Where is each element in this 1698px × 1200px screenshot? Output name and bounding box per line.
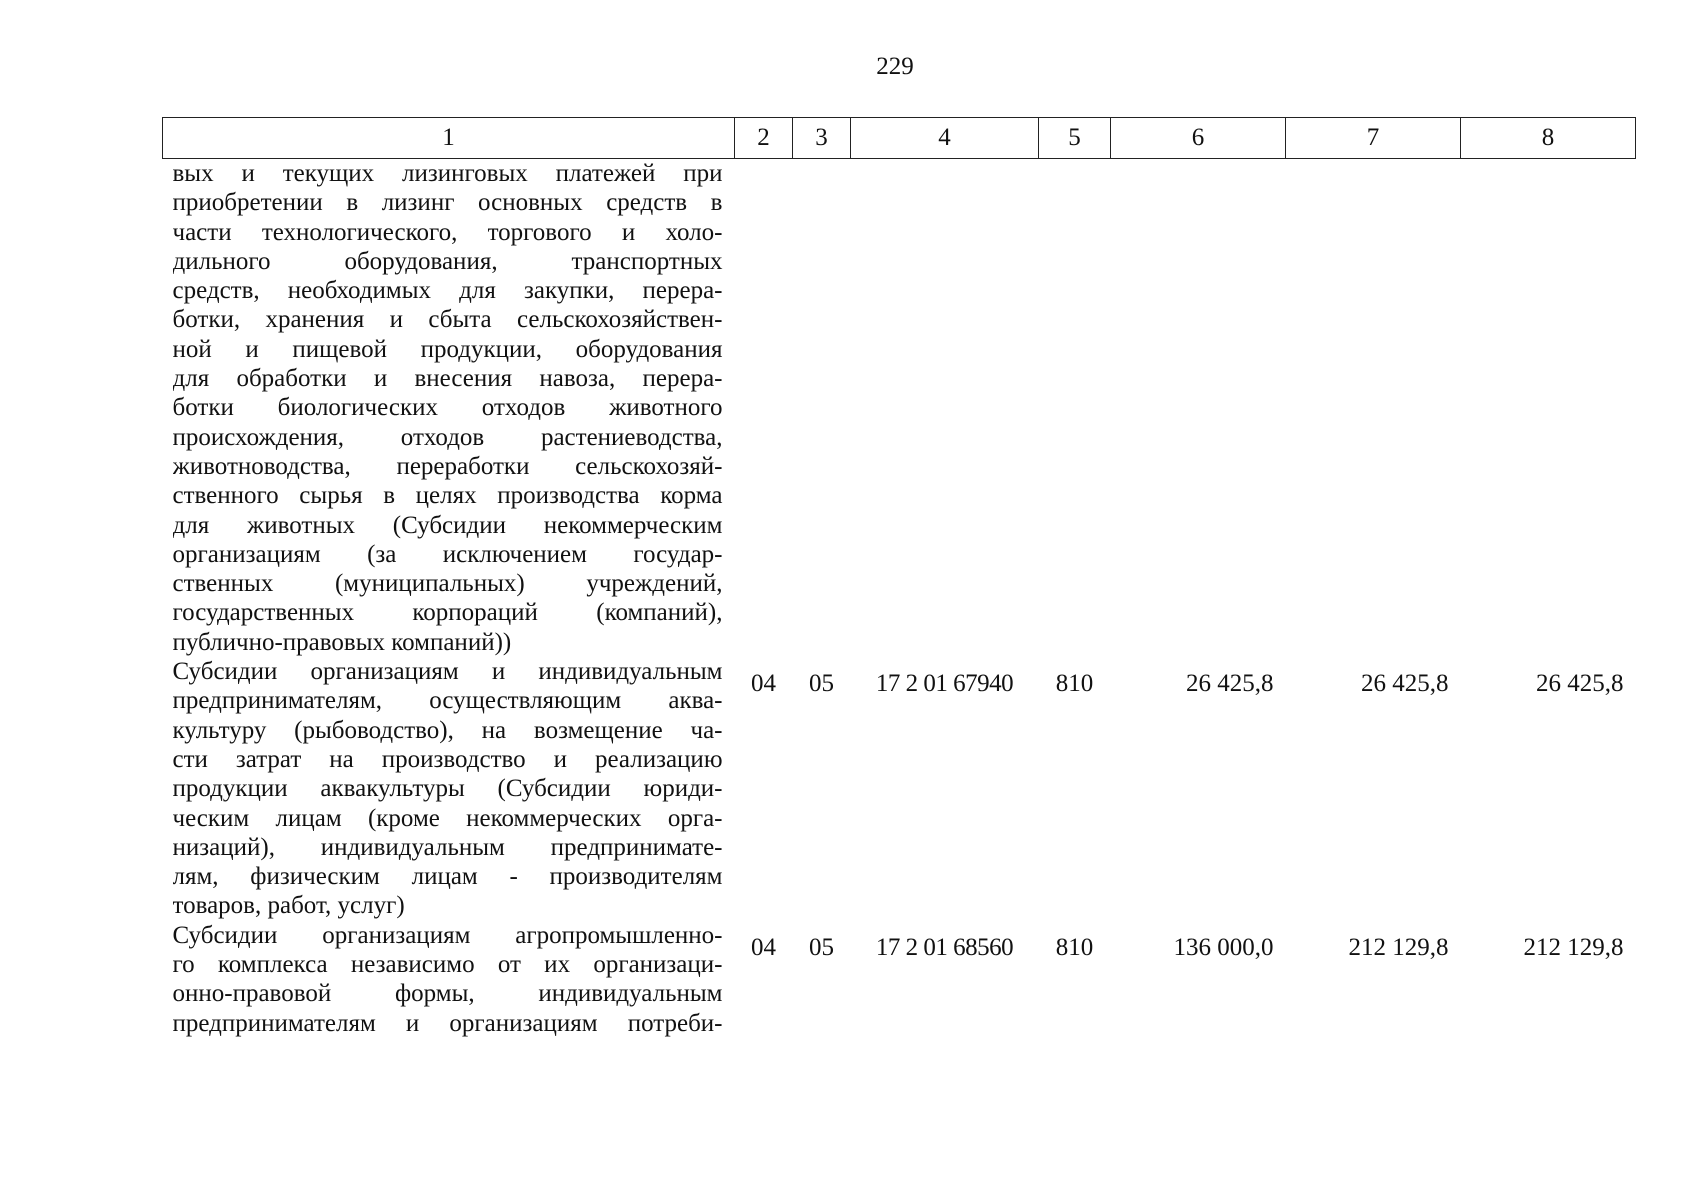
cell-expense-type: 810 [1055, 670, 1094, 698]
cell-target-article [851, 159, 1039, 658]
description-line: государственных корпораций (компаний), [172, 599, 723, 627]
column-header-2: 2 [735, 118, 793, 159]
row-description [163, 657, 735, 921]
description-line: лям, физическим лицам - производителям [172, 863, 723, 891]
description-line: ной и пищевой продукции, оборудования [172, 335, 723, 363]
cell-amount-col6: 136 000,0 [1173, 933, 1274, 961]
description-line: происхождения, отходов растениеводства, [172, 423, 723, 451]
cell-amount-col6: 26 425,8 [1186, 670, 1274, 698]
column-header-3: 3 [793, 118, 851, 159]
description-line: ственного сырья в целях производства корма [172, 482, 723, 510]
description-line: животноводства, переработки сельскохозяй- [172, 452, 723, 480]
cell-expense-type [1039, 159, 1111, 658]
column-header-6: 6 [1111, 118, 1286, 159]
cell-subsection [793, 159, 851, 658]
table-row [163, 921, 1636, 1038]
budget-table [162, 117, 1636, 1038]
description-line: организациям (за исключением государ- [172, 540, 723, 568]
column-header-8: 8 [1461, 118, 1636, 159]
cell-amount-col7 [1286, 159, 1461, 658]
description-line: товаров, работ, услуг) [172, 892, 405, 920]
description-line: онно-правовой формы, индивидуальным [172, 980, 723, 1008]
description-line: приобретении в лизинг основных средств в [172, 189, 723, 217]
cell-section [735, 159, 793, 658]
cell-amount-col7: 212 129,8 [1348, 933, 1449, 961]
description-line: предпринимателям, осуществляющим аква- [172, 687, 723, 715]
description-line: дильного оборудования, транспортных [172, 247, 723, 275]
description-line: культуру (рыбоводство), на возмещение ча- [172, 716, 723, 744]
cell-expense-type: 810 [1055, 933, 1094, 961]
description-line: публично-правовых компаний)) [172, 628, 512, 656]
cell-amount-col8: 26 425,8 [1536, 670, 1624, 698]
page-number: 229 [876, 53, 914, 80]
description-line: низаций), индивидуальным предпринимате- [172, 833, 723, 861]
description-line: го комплекса независимо от их организаци- [172, 951, 723, 979]
description-line: для обработки и внесения навоза, перера- [172, 365, 723, 393]
cell-section: 04 [751, 933, 776, 961]
cell-subsection: 05 [809, 933, 834, 961]
cell-target-article: 17 2 01 67940 [875, 670, 1014, 698]
cell-amount-col6 [1111, 159, 1286, 658]
description-line: ческим лицам (кроме некоммерческих орга- [172, 804, 723, 832]
description-line: Субсидии организациям агропромышленно- [172, 921, 723, 949]
description-line: продукции аквакультуры (Субсидии юриди- [172, 775, 723, 803]
cell-section: 04 [751, 670, 776, 698]
description-line: ботки биологических отходов животного [172, 394, 723, 422]
row-description [163, 921, 735, 1038]
column-header-5: 5 [1039, 118, 1111, 159]
description-line: предпринимателям и организациям потреби- [172, 1009, 723, 1037]
column-header-4: 4 [851, 118, 1039, 159]
cell-amount-col7: 26 425,8 [1361, 670, 1449, 698]
cell-amount-col8 [1461, 159, 1636, 658]
table-row [163, 159, 1636, 658]
description-line: ботки, хранения и сбыта сельскохозяйствен- [172, 306, 723, 334]
cell-target-article: 17 2 01 68560 [875, 933, 1014, 961]
row-description [163, 159, 735, 658]
description-line: ственных (муниципальных) учреждений, [172, 570, 723, 598]
column-number-header [163, 118, 1636, 159]
cell-amount-col8: 212 129,8 [1523, 933, 1624, 961]
description-line: сти затрат на производство и реализацию [172, 745, 723, 773]
table-row [163, 657, 1636, 921]
cell-subsection: 05 [809, 670, 834, 698]
column-header-7: 7 [1286, 118, 1461, 159]
description-line: части технологического, торгового и холо- [172, 218, 723, 246]
description-line: средств, необходимых для закупки, перера- [172, 277, 723, 305]
description-line: Субсидии организациям и индивидуальным [172, 658, 723, 686]
column-header-1: 1 [163, 118, 735, 159]
description-line: вых и текущих лизинговых платежей при [172, 160, 723, 187]
description-line: для животных (Субсидии некоммерческим [172, 511, 723, 539]
